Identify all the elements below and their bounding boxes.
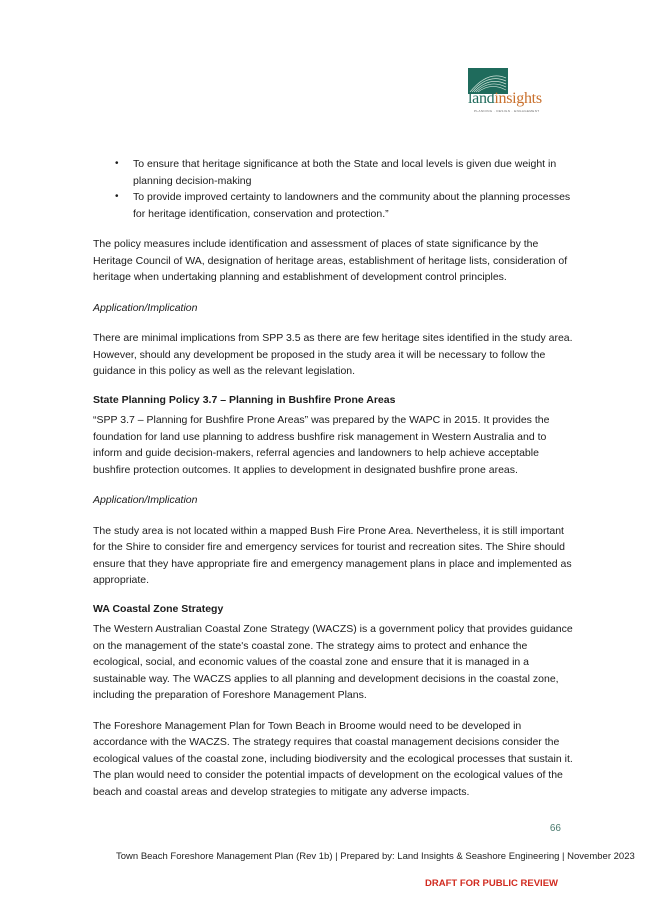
paragraph-policy-measures: The policy measures include identification and assessment of places of state significance by the Heritage Council of WA, designation of heritage areas, establishment of heritage lists, consideration of heritage when undertaking planning and establishment of development control principles.: [93, 238, 568, 283]
bullet-dot-icon: •: [115, 191, 119, 202]
subheading-application-implication: Application/Implication: [93, 494, 198, 506]
bullet-item: • To provide improved certainty to landowners and the community about the planning processes for heritage identification, conservation and protection.”: [115, 191, 571, 220]
paragraph-bushfire-implications: The study area is not located within a mapped Bush Fire Prone Area. Nevertheless, it is still important for the Shire to consider fire and emergency services for tourist and recreation sites. The Shire should ensure that they have appropriate fire and emergency management plans in place and implemented as appropriate.: [93, 524, 572, 586]
subheading-application-implication: Application/Implication: [93, 301, 198, 314]
page-footer: Town Beach Foreshore Management Plan (Rev 1b) | Prepared by: Land Insights & Seashore Engineering | November 2023: [116, 851, 635, 862]
paragraph-waczs-town-beach: The Foreshore Management Plan for Town Beach in Broome would need to be developed in accordance with the WACZS. The strategy requires that coastal management decisions consider the ecological values of the coastal zone, including biodiversity and the ecological processes that sustain it. The plan would need to consider the potential impacts of development on the ecological values of the beach and coastal areas and develop strategies to mitigate any adverse impacts.: [93, 719, 573, 798]
bullet-list: [93, 156, 573, 222]
document-body: [93, 156, 573, 800]
bullet-dot-icon: •: [115, 158, 119, 169]
land-insights-logo: [466, 68, 562, 116]
heading-spp37: State Planning Policy 3.7 – Planning in Bushfire Prone Areas: [93, 393, 396, 406]
heading-wa-coastal-zone-strategy: WA Coastal Zone Strategy: [93, 602, 224, 615]
bullet-item: • To ensure that heritage significance at both the State and local levels is given due weight in planning decision-making: [115, 158, 557, 187]
logo-tagline: PLANNING · DESIGN · ENGAGEMENT: [474, 109, 540, 113]
paragraph-waczs-overview: The Western Australian Coastal Zone Strategy (WACZS) is a government policy that provides guidance on the management of the state's coastal zone. The strategy aims to protect and enhance the ecological, social, and economic values of the coastal zone and ensure that it is managed in a sustainable way. The WACZS applies to all planning and development decisions in the coastal zone, including the preparation of Foreshore Management Plans.: [93, 623, 573, 701]
logo-wordmark: landinsights: [468, 90, 542, 107]
paragraph-spp37: “SPP 3.7 – Planning for Bushfire Prone Areas” was prepared by the WAPC in 2015. It provides the foundation for land use planning to address bushfire risk management in Western Australia and to inform and guide decision-makers, referral agencies and landowners to help achieve acceptable bushfire protection outcomes. It applies to development in designated bushfire prone areas.: [93, 414, 550, 476]
page-number: 66: [549, 823, 561, 834]
paragraph-spp35-implications: There are minimal implications from SPP 3.5 as there are few heritage sites identified in the study area. However, should any development be proposed in the study area it will be necessary to follow the guidance in this policy as well as the relevant legislation.: [93, 332, 573, 377]
draft-status-label: DRAFT FOR PUBLIC REVIEW: [425, 878, 558, 889]
